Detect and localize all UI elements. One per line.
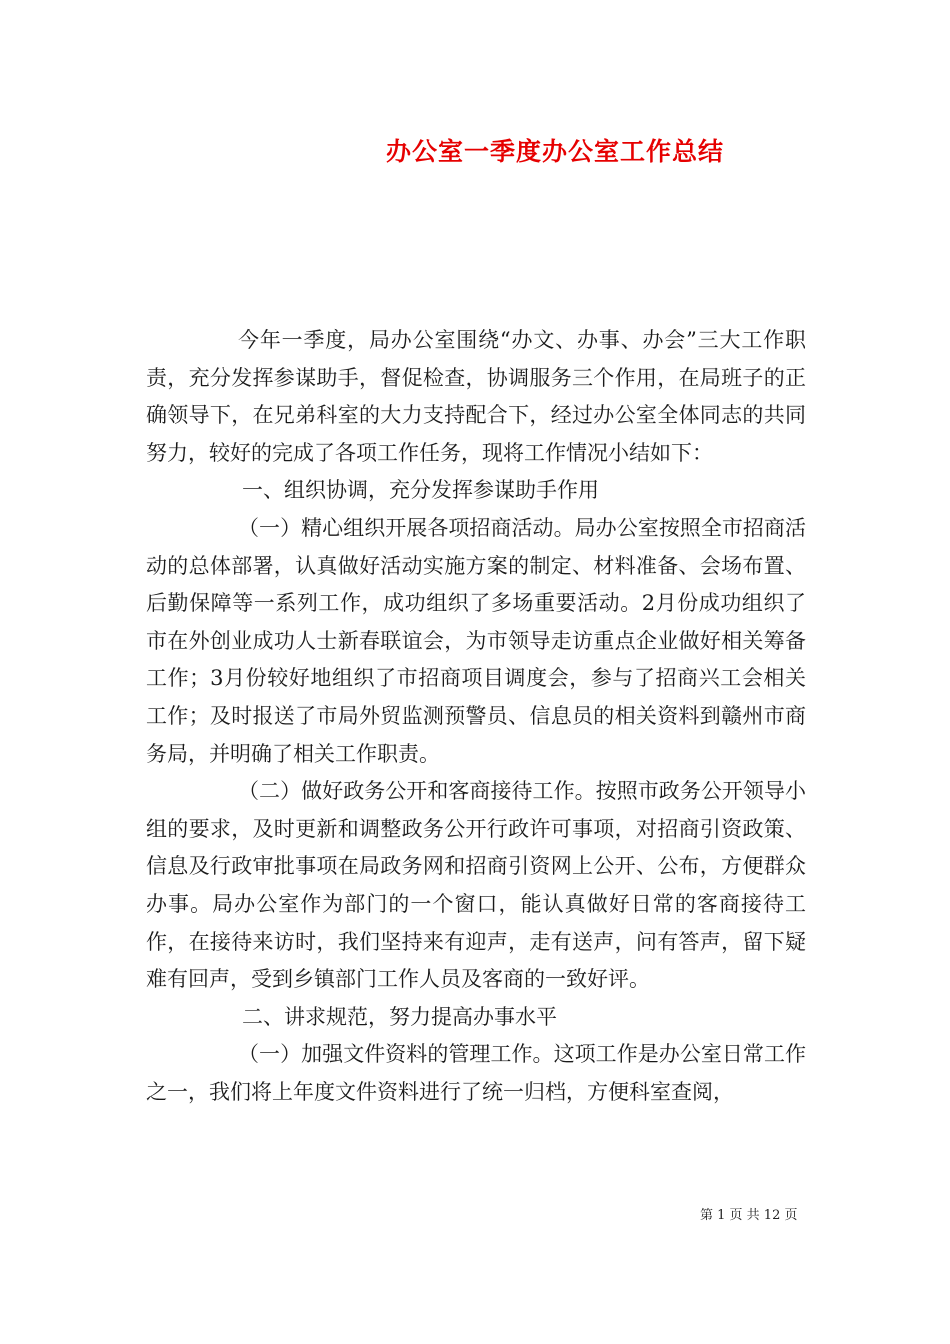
section-heading-1: 一、组织协调，充分发挥参谋助手作用	[242, 478, 599, 503]
subsection-paragraph-1-2: （二）做好政务公开和客商接待工作。按照市政务公开领导小组的要求，及时更新和调整政务公开行政许可事项，对招商引资政策、信息及行政审批事项在局政务网和招商引资网上公开、公布，方便群众办事。局办公室作为部门的一个窗口，能认真做好日常的客商接待工作，在接待来访时，我们坚持来有迎声，走有送声，问有答声，留下疑难有回声，受到乡镇部门工作人员及客商的一致好评。	[146, 779, 806, 992]
subsection-paragraph-1-1: （一）精心组织开展各项招商活动。局办公室按照全市招商活动的总体部署，认真做好活动实施方案的制定、材料准备、会场布置、后勤保障等一系列工作，成功组织了多场重要活动。2月份成功组织了市在外创业成功人士新春联谊会，为市领导走访重点企业做好相关筹备工作；3月份较好地组织了市招商项目调度会，参与了招商兴工会相关工作；及时报送了市局外贸监测预警员、信息员的相关资料到赣州市商务局，并明确了相关工作职责。	[146, 515, 806, 766]
document-body	[146, 322, 806, 1111]
document-title: 办公室一季度办公室工作总结	[385, 137, 724, 166]
page-number-footer: 第 1 页 共 12 页	[700, 1208, 798, 1223]
subsection-paragraph-2-1: （一）加强文件资料的管理工作。这项工作是办公室日常工作之一，我们将上年度文件资料进行了统一归档，方便科室查阅，	[146, 1042, 806, 1104]
intro-paragraph: 今年一季度，局办公室围绕“办文、办事、办会”三大工作职责，充分发挥参谋助手，督促检查，协调服务三个作用，在局班子的正确领导下，在兄弟科室的大力支持配合下，经过办公室全体同志的共同努力，较好的完成了各项工作任务，现将工作情况小结如下：	[146, 328, 806, 465]
section-heading-2: 二、讲求规范，努力提高办事水平	[242, 1004, 557, 1029]
